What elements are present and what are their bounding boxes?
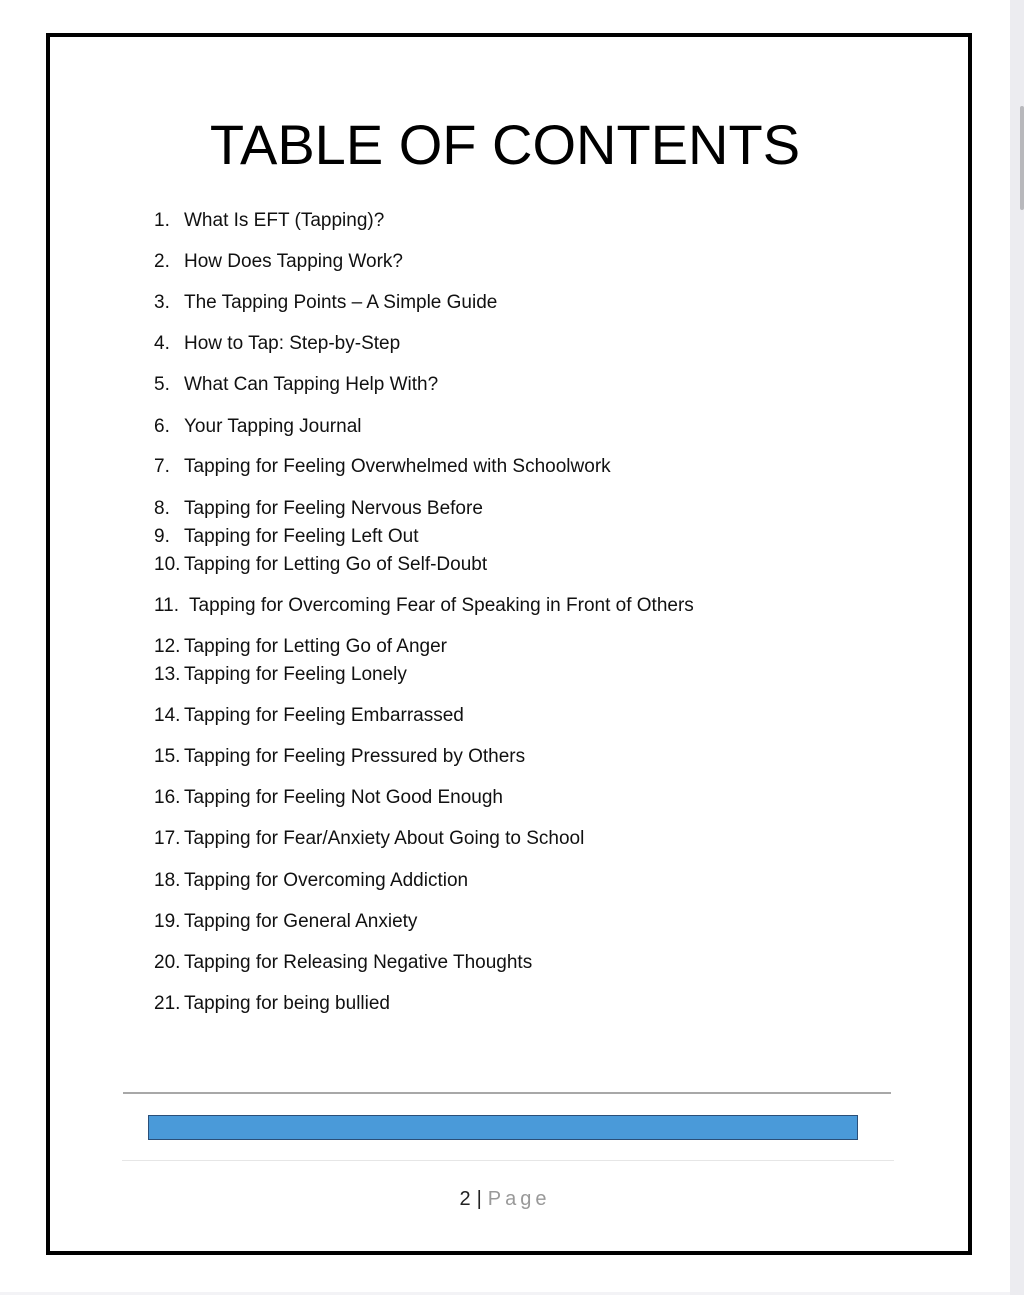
footer-accent-bar (148, 1115, 858, 1140)
toc-item-number: 18. (154, 870, 181, 891)
toc-item[interactable] (154, 456, 611, 478)
toc-item[interactable] (154, 554, 487, 576)
toc-item-number: 10. (154, 554, 181, 575)
toc-item[interactable] (154, 664, 407, 686)
toc-item-number: 3. (154, 292, 170, 313)
toc-item-label: How to Tap: Step-by-Step (184, 333, 401, 354)
toc-item[interactable] (154, 993, 390, 1015)
footer-divider (123, 1092, 891, 1094)
toc-item-label: Tapping for Letting Go of Self-Doubt (184, 554, 488, 575)
toc-item[interactable] (154, 374, 438, 396)
toc-item-label: Tapping for Releasing Negative Thoughts (184, 952, 533, 973)
toc-item-label: The Tapping Points – A Simple Guide (184, 292, 498, 313)
toc-item-number: 11. (154, 595, 180, 616)
scrollbar-thumb[interactable] (1020, 106, 1024, 210)
page-title: TABLE OF CONTENTS (209, 113, 801, 176)
toc-item-label: Tapping for Overcoming Fear of Speaking in Front of Others (189, 595, 694, 616)
toc-item-number: 8. (154, 498, 170, 519)
toc-item-label: Tapping for Letting Go of Anger (184, 636, 448, 657)
toc-item-number: 6. (154, 416, 170, 437)
toc-item-label: Tapping for Feeling Left Out (184, 526, 419, 547)
page-label: Page (487, 1188, 551, 1210)
toc-item-number: 17. (154, 828, 181, 849)
toc-item-label: Tapping for General Anxiety (184, 911, 418, 932)
toc-item[interactable] (154, 251, 403, 273)
toc-item-number: 2. (154, 251, 170, 272)
toc-item[interactable] (154, 210, 384, 232)
toc-item-number: 12. (154, 636, 181, 657)
toc-item[interactable] (154, 911, 417, 933)
toc-item-number: 16. (154, 787, 181, 808)
toc-item[interactable] (154, 787, 503, 809)
toc-item-label: Tapping for Feeling Overwhelmed with Schoolwork (184, 456, 611, 477)
toc-item[interactable] (154, 498, 483, 520)
toc-item-label: Your Tapping Journal (184, 416, 362, 437)
toc-item[interactable] (154, 746, 525, 768)
toc-item[interactable] (154, 705, 464, 727)
toc-item[interactable] (154, 526, 418, 548)
toc-item-number: 20. (154, 952, 181, 973)
toc-item-number: 1. (154, 210, 170, 231)
toc-item[interactable] (154, 636, 447, 658)
toc-item[interactable] (154, 595, 694, 617)
page-number: 2 (459, 1188, 471, 1210)
toc-item-label: What Is EFT (Tapping)? (184, 210, 385, 231)
toc-item[interactable] (154, 870, 468, 892)
toc-item[interactable] (154, 416, 361, 438)
toc-item-label: Tapping for Feeling Embarrassed (184, 705, 464, 726)
toc-item-number: 7. (154, 456, 170, 477)
toc-item-label: How Does Tapping Work? (184, 251, 403, 272)
footer-divider-light (122, 1160, 894, 1161)
toc-item-number: 4. (154, 333, 170, 354)
toc-item[interactable] (154, 828, 584, 850)
toc-item-number: 14. (154, 705, 181, 726)
footer-separator: | (476, 1188, 482, 1210)
toc-item-label: Tapping for Feeling Not Good Enough (184, 787, 503, 808)
toc-item[interactable] (154, 292, 497, 314)
toc-item-number: 5. (154, 374, 170, 395)
toc-item-label: Tapping for Feeling Nervous Before (184, 498, 483, 519)
toc-item-number: 19. (154, 911, 181, 932)
toc-item-number: 9. (154, 526, 170, 547)
toc-item[interactable] (154, 333, 400, 355)
toc-item-label: Tapping for Fear/Anxiety About Going to School (184, 828, 585, 849)
toc-item-label: Tapping for Feeling Pressured by Others (184, 746, 526, 767)
toc-item-number: 15. (154, 746, 181, 767)
toc-item-label: What Can Tapping Help With? (184, 374, 439, 395)
toc-item-number: 13. (154, 664, 181, 685)
page-footer (0, 1188, 1010, 1211)
toc-item-number: 21. (154, 993, 181, 1014)
toc-item[interactable] (154, 952, 532, 974)
toc-item-label: Tapping for Feeling Lonely (184, 664, 407, 685)
toc-item-label: Tapping for Overcoming Addiction (184, 870, 469, 891)
toc-item-label: Tapping for being bullied (184, 993, 390, 1014)
